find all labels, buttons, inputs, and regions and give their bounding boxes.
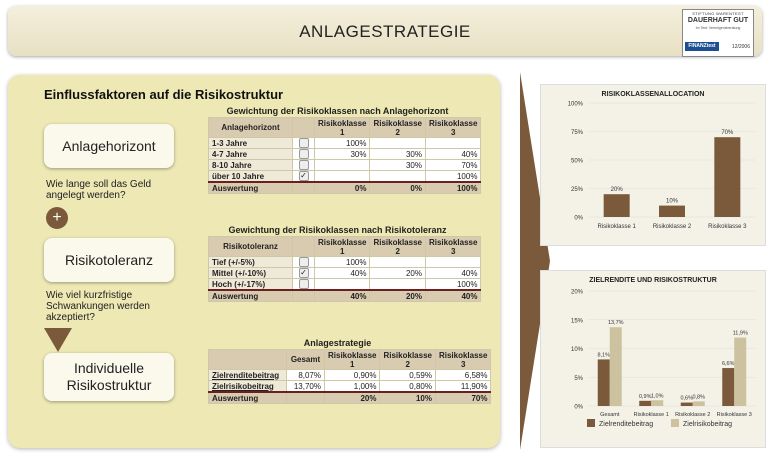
table-row (209, 370, 491, 381)
bar (610, 327, 622, 406)
rendite-chart-svg (541, 271, 765, 447)
data-label: 20% (610, 187, 623, 194)
cell-value: 40% (425, 268, 480, 279)
footer-value: 40% (315, 290, 370, 302)
cell-value: 0,90% (325, 370, 380, 381)
seal-line1: STIFTUNG WARENTEST (692, 11, 744, 16)
cell-value (370, 138, 425, 149)
cell-value (370, 257, 425, 268)
data-label: 8,1% (597, 352, 611, 359)
cell-value: 100% (315, 138, 370, 149)
cell-value: 0,59% (380, 370, 435, 381)
table-row (209, 279, 481, 291)
down-triangle-icon (44, 328, 72, 352)
col-header: Risikotoleranz (209, 237, 293, 257)
bar (722, 368, 734, 406)
col-header: Risikoklasse 3 (425, 118, 480, 138)
data-label: 0,6% (680, 395, 694, 402)
table3-caption: Anlagestrategie (303, 338, 372, 348)
legend-swatch (671, 419, 679, 427)
x-tick-label: Risikoklasse 3 (708, 224, 747, 230)
col-header: Risikoklasse 1 (315, 237, 370, 257)
page-title: ANLAGESTRATEGIE (299, 22, 471, 41)
col-header (293, 118, 315, 138)
bar (659, 206, 685, 217)
footer-value: 40% (425, 290, 480, 302)
table-row (209, 257, 481, 268)
data-label: 11,9% (732, 330, 748, 337)
data-label: 0,9% (638, 393, 652, 400)
checkbox[interactable] (299, 149, 309, 159)
test-seal-logo (682, 9, 754, 57)
plus-icon: + (46, 207, 68, 229)
bar (604, 194, 630, 217)
data-label: 1,0% (650, 393, 664, 400)
y-tick-label: 0% (574, 404, 583, 411)
cell-value (370, 171, 425, 183)
y-tick-label: 10% (570, 347, 583, 353)
footer-label: Auswertung (209, 290, 293, 302)
cell-value (425, 257, 480, 268)
row-label: Zielrenditebeitrag (209, 370, 287, 381)
table-row (209, 160, 481, 171)
row-label: Zielrisikobeitrag (209, 381, 287, 393)
cell-value: 100% (425, 279, 480, 291)
table-footer (209, 392, 491, 404)
checkbox[interactable] (299, 279, 309, 289)
cell-value: 6,58% (435, 370, 490, 381)
footer-label: Auswertung (209, 392, 287, 404)
checkbox[interactable] (299, 257, 309, 267)
table-row (209, 149, 481, 160)
cell-value: 30% (315, 149, 370, 160)
anlagestrategie-table (208, 349, 491, 404)
anlagehorizont-table (208, 117, 481, 194)
legend-swatch (587, 419, 595, 427)
table-footer (209, 290, 481, 302)
x-tick-label: Risikoklasse 3 (716, 412, 752, 418)
table-row (209, 138, 481, 149)
row-label: 4-7 Jahre (209, 149, 293, 160)
row-label: 8-10 Jahre (209, 160, 293, 171)
seal-finanztest: FINANZtest (685, 42, 719, 51)
x-tick-label: Risikoklasse 2 (675, 412, 711, 418)
data-label: 13,7% (607, 320, 624, 327)
y-tick-label: 100% (567, 101, 583, 108)
x-tick-label: Risikoklasse 2 (652, 224, 692, 230)
table2-caption: Gewichtung der Risikoklassen nach Risikotoleranz (228, 225, 447, 235)
footer-label: Auswertung (209, 182, 293, 194)
y-tick-label: 75% (570, 130, 583, 136)
col-header: Risikoklasse 2 (370, 118, 425, 138)
row-label: Tief (+/-5%) (209, 257, 293, 268)
table-row (209, 381, 491, 393)
table-row (209, 171, 481, 183)
col-header: Risikoklasse 2 (380, 350, 435, 370)
col-header (293, 237, 315, 257)
y-tick-label: 25% (570, 187, 583, 193)
risikotoleranz-question: Wie viel kurzfristige Schwankungen werden akzeptiert? (46, 290, 150, 323)
row-label: über 10 Jahre (209, 171, 293, 183)
chart-risikoklassenallocation (540, 84, 766, 246)
seal-line2: DAUERHAFT GUT (687, 17, 749, 24)
footer-value: 20% (370, 290, 425, 302)
bar (598, 359, 610, 406)
y-tick-label: 15% (570, 318, 583, 325)
bar (639, 401, 651, 406)
table1-caption: Gewichtung der Risikoklassen nach Anlagehorizont (226, 106, 449, 116)
cell-value: 40% (315, 268, 370, 279)
data-label: 10% (665, 198, 679, 205)
cell-value (315, 279, 370, 291)
risikotoleranz-box: Risikotoleranz (44, 238, 174, 282)
cell-value: 1,00% (325, 381, 380, 393)
x-tick-label: Gesamt (600, 412, 620, 418)
cell-value: 0,80% (380, 381, 435, 393)
bar (734, 338, 746, 406)
col-header: Anlagehorizont (209, 118, 293, 138)
row-label: 1-3 Jahre (209, 138, 293, 149)
table-row (209, 268, 481, 279)
allocation-chart-svg (541, 85, 765, 245)
legend-label: Zielrisikobeitrag (683, 421, 733, 428)
cell-value: 100% (425, 171, 480, 183)
x-tick-label: Risikoklasse 1 (633, 412, 669, 418)
y-tick-label: 0% (574, 215, 583, 222)
checkbox[interactable] (299, 138, 309, 148)
cell-value: 70% (425, 160, 480, 171)
footer-value: 0% (315, 182, 370, 194)
cell-value (315, 160, 370, 171)
col-header: Gesamt (287, 350, 325, 370)
chart-title: ZIELRENDITE UND RISIKOSTRUKTUR (589, 277, 717, 284)
cell-value: 11,90% (435, 381, 490, 393)
anlagehorizont-box: Anlagehorizont (44, 124, 174, 168)
checkbox[interactable] (299, 160, 309, 170)
risk-factors-panel (8, 75, 500, 448)
x-tick-label: Risikoklasse 1 (597, 224, 636, 230)
col-header: Risikoklasse 1 (315, 118, 370, 138)
chart-title: RISIKOKLASSENALLOCATION (601, 91, 705, 98)
footer-value: 70% (435, 392, 490, 404)
seal-date: 12/2006 (731, 44, 750, 50)
cell-value (315, 171, 370, 183)
bar (693, 401, 705, 406)
footer-value: 100% (425, 182, 480, 194)
data-label: 6,6% (721, 361, 735, 368)
footer-value (287, 392, 325, 404)
col-header: Risikoklasse 3 (425, 237, 480, 257)
individuelle-risikostruktur-box: Individuelle Risikostruktur (44, 353, 174, 401)
legend-label: Zielrenditebeitrag (599, 421, 654, 428)
col-header: Risikoklasse 3 (435, 350, 490, 370)
anlagehorizont-question: Wie lange soll das Geld angelegt werden? (46, 179, 152, 201)
risikotoleranz-table (208, 236, 481, 302)
y-tick-label: 5% (574, 375, 583, 382)
data-label: 0,8% (692, 394, 706, 401)
chart-zielrendite (540, 270, 766, 448)
y-tick-label: 20% (570, 289, 583, 296)
row-label: Mittel (+/-10%) (209, 268, 293, 279)
bar (651, 400, 663, 406)
cell-value: 8,07% (287, 370, 325, 381)
cell-value: 100% (315, 257, 370, 268)
seal-line3: Im Test: Vermögensberatung (695, 26, 741, 30)
checkbox-checked[interactable]: ✓ (300, 171, 307, 180)
table-footer (209, 182, 481, 194)
panel-heading: Einflussfaktoren auf die Risikostruktur (44, 87, 284, 102)
header-bar (8, 6, 762, 56)
footer-value: 0% (370, 182, 425, 194)
row-label: Hoch (+/-17%) (209, 279, 293, 291)
footer-value: 10% (380, 392, 435, 404)
cell-value (425, 138, 480, 149)
data-label: 70% (721, 130, 734, 137)
cell-value: 30% (370, 160, 425, 171)
cell-value: 30% (370, 149, 425, 160)
col-header: Risikoklasse 2 (370, 237, 425, 257)
bar (681, 403, 693, 406)
cell-value: 13,70% (287, 381, 325, 393)
cell-value: 40% (425, 149, 480, 160)
checkbox-checked[interactable]: ✓ (300, 268, 307, 277)
col-header (209, 350, 287, 370)
bar (714, 137, 740, 217)
y-tick-label: 50% (570, 158, 583, 165)
footer-value: 20% (325, 392, 380, 404)
cell-value: 20% (370, 268, 425, 279)
col-header: Risikoklasse 1 (325, 350, 380, 370)
cell-value (370, 279, 425, 291)
